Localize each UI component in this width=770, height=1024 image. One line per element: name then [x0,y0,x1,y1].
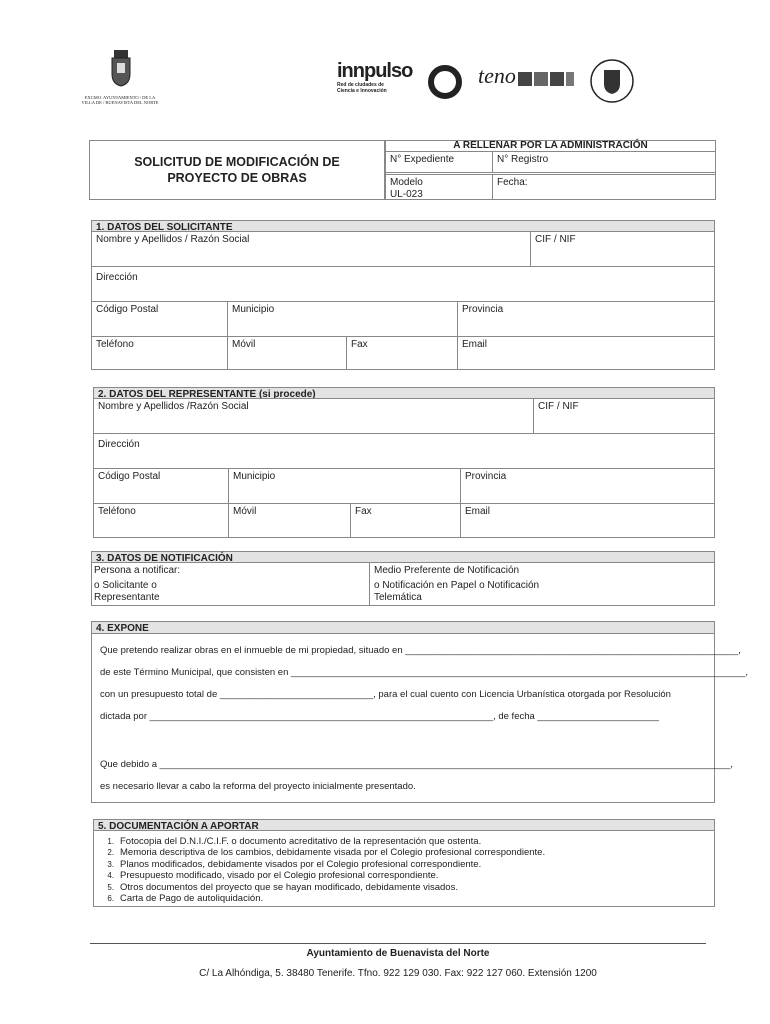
s1-fax-field[interactable] [346,336,458,370]
footer-address: C/ La Alhóndiga, 5. 38480 Tenerife. Tfno. 922 129 030. Fax: 922 127 060. Extensión 1200 [199,968,597,979]
documentation-list [104,836,545,904]
s2-municipio-field[interactable] [228,468,461,504]
s1-email-label: Email [462,339,488,350]
s1-direccion-label: Dirección [96,272,138,283]
expone-line5[interactable]: Que debido a ____________________________________________________________________________________________________________, [100,759,733,770]
innpulso-logo [337,60,467,104]
innpulso-brand: innpulso [337,60,413,82]
s2-cp-label: Código Postal [98,471,161,482]
section2-header: 2. DATOS DEL REPRESENTANTE (si procede) [93,387,715,399]
teno-logo [478,64,578,98]
doc-item [104,882,545,893]
doc-item-number: 2. [107,848,114,858]
admin-modelo-value: UL-023 [390,189,423,200]
doc-item [104,870,545,881]
doc-item [104,836,545,847]
s3-medio-col [370,562,715,606]
section3-header: 3. DATOS DE NOTIFICACIÓN [91,551,715,563]
footer-rule [90,943,706,944]
s2-telefono-field[interactable] [93,503,229,538]
s3-persona-option1[interactable]: o Solicitante o [94,580,157,591]
s3-medio-option1[interactable]: o Notificación en Papel o Notificación [374,580,540,591]
form-title-line1: SOLICITUD DE MODIFICACIÓN DE [134,155,340,169]
s2-cif-field[interactable] [533,398,715,434]
s1-nombre-label: Nombre y Apellidos / Razón Social [96,234,250,245]
s2-direccion-field[interactable] [93,433,715,469]
section4-header: 4. EXPONE [91,621,715,634]
s1-cif-label: CIF / NIF [535,234,576,245]
s2-movil-field[interactable] [228,503,351,538]
innpulso-circle-icon [425,64,465,100]
form-title-line2: PROYECTO DE OBRAS [167,171,307,185]
doc-item-text: Carta de Pago de autoliquidación. [120,893,264,905]
coat-of-arms-icon [80,46,160,90]
s2-provincia-label: Provincia [465,471,507,482]
s3-persona-option2[interactable]: Representante [94,592,160,603]
s3-medio-option2[interactable]: Telemática [374,592,422,603]
expone-line4[interactable]: dictada por _________________________________________________________________, de fecha _______________________ [100,711,659,722]
admin-fecha-cell[interactable] [492,174,716,200]
s2-nombre-field[interactable] [93,398,534,434]
s2-cp-field[interactable] [93,468,229,504]
s1-direccion-field[interactable] [91,266,715,302]
doc-item-number: 5. [107,882,114,892]
doc-item-text: Memoria descriptiva de los cambios, debidamente visada por el Colegio profesional correspondiente. [120,847,546,859]
s2-movil-label: Móvil [233,506,257,517]
s1-provincia-label: Provincia [462,304,504,315]
s2-email-label: Email [465,506,491,517]
doc-item-number: 6. [107,894,114,904]
doc-item-number: 4. [107,871,114,881]
s1-cp-field[interactable] [91,301,228,337]
doc-item [104,859,545,870]
section5-header: 5. DOCUMENTACIÓN A APORTAR [93,819,715,831]
s1-telefono-label: Teléfono [96,339,134,350]
ayuntamiento-logo [80,46,160,106]
admin-expediente-cell[interactable] [385,151,493,173]
doc-item-text: Presupuesto modificado, visado por el Colegio profesional correspondiente. [120,870,439,882]
doc-item-text: Otros documentos del proyecto que se hayan modificado, debidamente visados. [120,881,458,893]
s1-cp-label: Código Postal [96,304,159,315]
s2-municipio-label: Municipio [233,471,276,482]
doc-item-number: 3. [107,859,114,869]
teno-brand: teno [478,63,516,88]
s3-medio-label: Medio Preferente de Notificación [374,565,520,576]
s2-cif-label: CIF / NIF [538,401,579,412]
section1-header: 1. DATOS DEL SOLICITANTE [91,220,715,232]
cabildo-logo [588,56,636,106]
admin-modelo-label: Modelo [390,177,423,188]
doc-item [104,847,545,858]
doc-item-number: 1. [107,837,114,846]
s1-fax-label: Fax [351,339,368,350]
admin-registro-cell[interactable] [492,151,716,173]
s1-telefono-field[interactable] [91,336,228,370]
doc-item [104,893,545,904]
s2-nombre-label: Nombre y Apellidos /Razón Social [98,401,249,412]
admin-expediente-label: N° Expediente [390,154,455,165]
admin-header: A RELLENAR POR LA ADMINISTRACIÓN [453,140,648,151]
expone-line3[interactable]: con un presupuesto total de _____________________________, para el cual cuento con Licencia Urbanística otorgada por Resolución [100,689,671,700]
s1-movil-label: Móvil [232,339,256,350]
s2-email-field[interactable] [460,503,715,538]
form-title [89,154,385,186]
s2-provincia-field[interactable] [460,468,715,504]
s1-email-field[interactable] [457,336,715,370]
admin-fecha-label: Fecha: [497,177,528,188]
innpulso-sub1: Red de ciudades de [337,82,384,88]
admin-modelo-cell [385,174,493,200]
s1-cif-field[interactable] [530,231,715,267]
s2-fax-field[interactable] [350,503,461,538]
expone-line2[interactable]: de este Término Municipal, que consisten en ______________________________________________________________________________________, [100,667,749,678]
s2-telefono-label: Teléfono [98,506,136,517]
expone-line6: es necesario llevar a cabo la reforma del proyecto inicialmente presentado. [100,781,416,792]
s1-movil-field[interactable] [227,336,347,370]
s3-persona-label: Persona a notificar: [94,565,181,576]
cabildo-emblem-icon [588,56,636,106]
admin-registro-label: N° Registro [497,154,549,165]
doc-item-text: Fotocopia del D.N.I./C.I.F. o documento acreditativo de la representación que ostenta. [120,836,482,847]
footer-org: Ayuntamiento de Buenavista del Norte [306,948,490,959]
s2-fax-label: Fax [355,506,372,517]
doc-item-text: Planos modificados, debidamente visados por el Colegio profesional correspondiente. [120,858,482,870]
teno-stamps-icon [516,70,576,88]
s3-persona-col [91,562,370,606]
ayuntamiento-name: EXCMO. AYUNTAMIENTO / DE LA VILLA DE / BUENAVISTA DEL NORTE [81,95,159,105]
expone-line1[interactable]: Que pretendo realizar obras en el inmueble de mi propiedad, situado en _______________________________________________________________, [100,645,741,656]
s1-provincia-field[interactable] [457,301,715,337]
s1-municipio-field[interactable] [227,301,458,337]
s1-nombre-field[interactable] [91,231,531,267]
s2-direccion-label: Dirección [98,439,140,450]
s1-municipio-label: Municipio [232,304,275,315]
innpulso-sub2: Ciencia e Innovación [337,88,387,94]
